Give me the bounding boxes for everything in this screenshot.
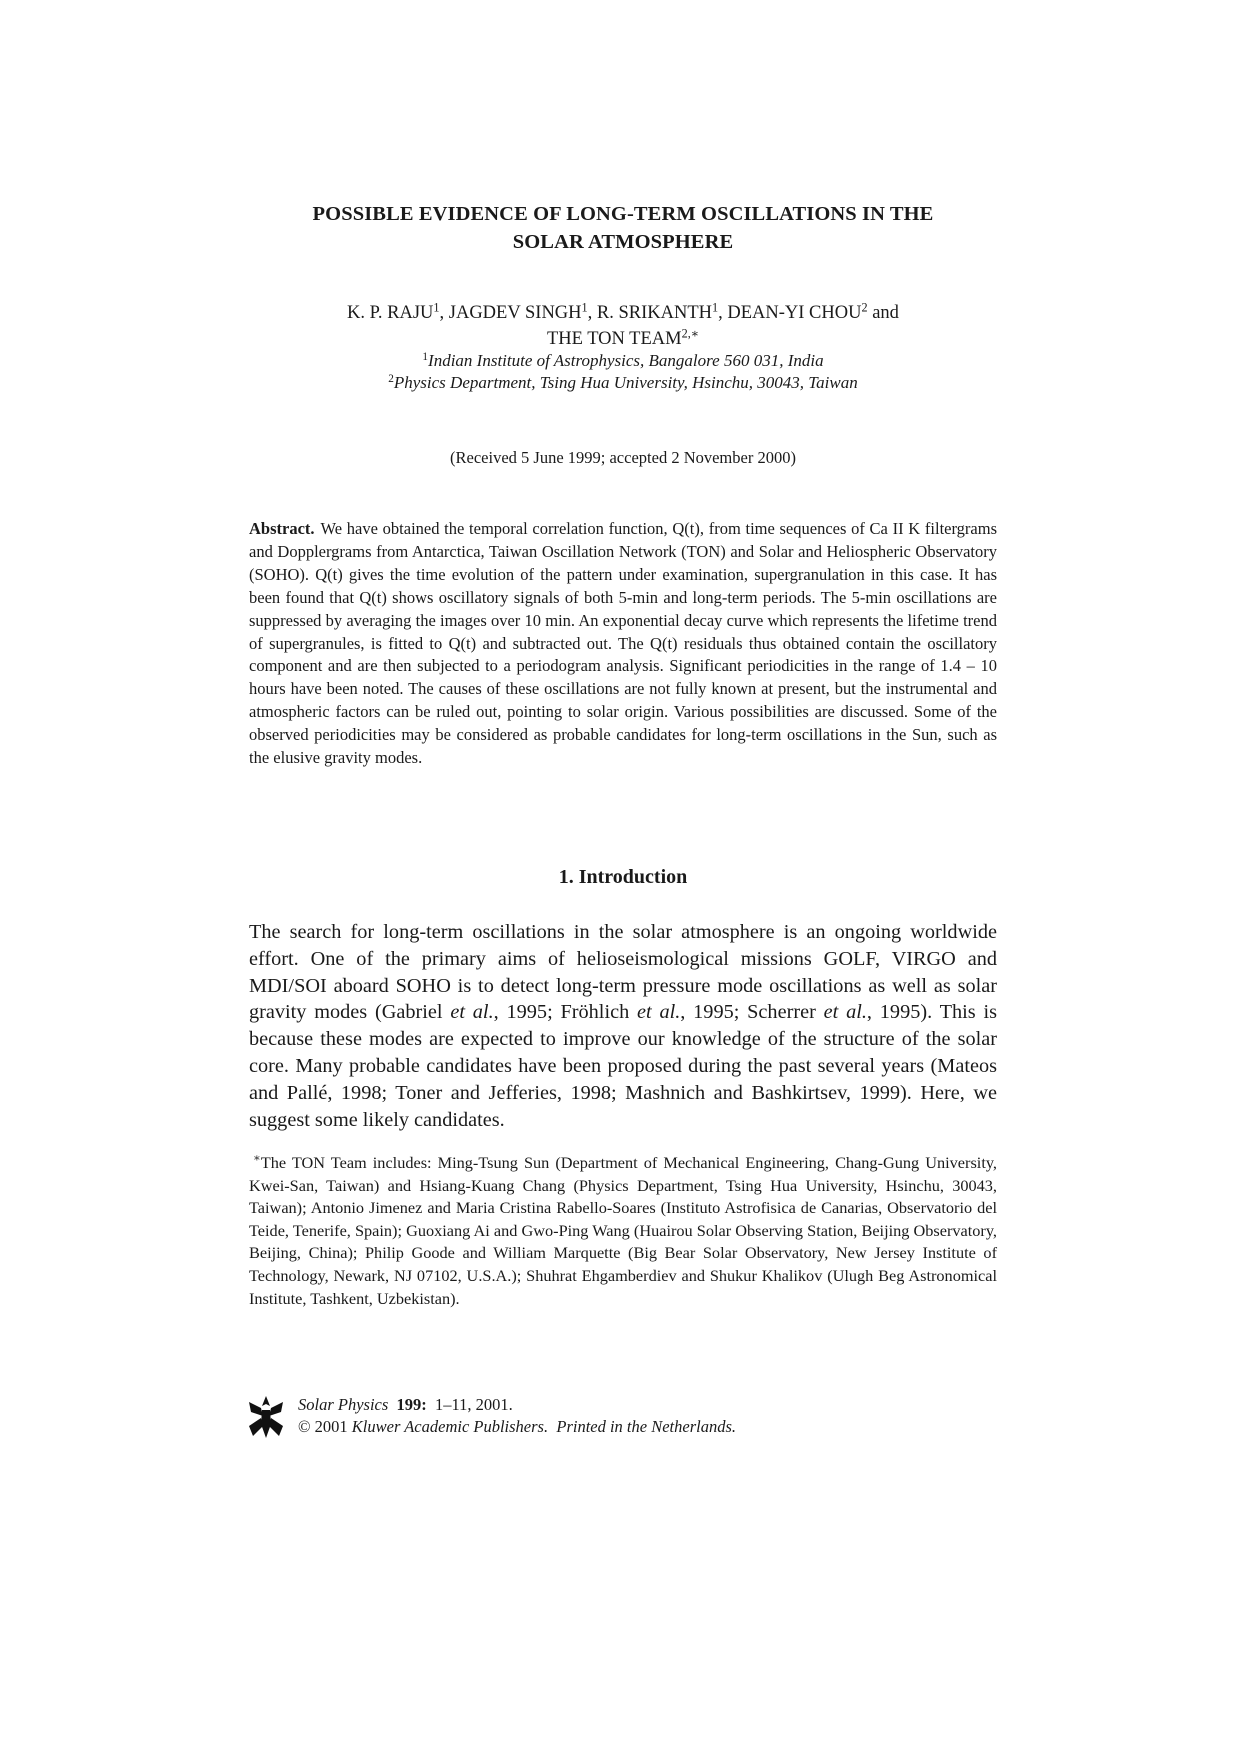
section-heading: 1. Introduction [558, 866, 688, 888]
footnote-mark: ∗ [253, 1152, 261, 1165]
intro-paragraph [249, 919, 997, 1133]
author-name: , JAGDEV SINGH [439, 303, 582, 323]
affiliation-text: Indian Institute of Astrophysics, Bangalore 560 031, India [428, 351, 824, 370]
title-line-1: POSSIBLE EVIDENCE OF LONG-TERM OSCILLATIONS IN THE [312, 203, 934, 225]
journal-citation [298, 1394, 736, 1416]
author-name: , DEAN-YI CHOU [718, 303, 862, 323]
author-affil-sup: 2 [861, 300, 868, 315]
paper-title [249, 200, 997, 256]
intro-etal: et al. [637, 1001, 681, 1024]
abstract-label: Abstract. [249, 519, 315, 538]
affiliation-1 [249, 350, 997, 372]
affiliation-sup: 1 [422, 350, 429, 363]
intro-text: The search for long-term oscillations in the solar atmosphere is an ongoing worldwide effort. One of the primary aims of helioseismological missions GOLF, VIRGO and MDI/SOI aboard SOHO is to detect long-term pressure mode oscillations as well as solar gravity modes (Gabriel [249, 921, 997, 1024]
title-line-2: SOLAR ATMOSPHERE [512, 231, 734, 253]
intro-text: , 1995). This is because these modes are expected to improve our knowledge of the structure of the solar core. Many probable candidates have been proposed during the past several years (Mateos and Pallé, 1998; Toner and Jefferies, 1998; Mashnich and Bashkirtsev, 1999). Here, we suggest some likely candidates. [249, 1001, 997, 1131]
publisher-logo-icon [249, 1396, 283, 1438]
author-name: , R. SRIKANTH [587, 303, 713, 323]
intro-etal: et al. [823, 1001, 867, 1024]
journal-copyright-line [298, 1416, 736, 1438]
footnote-text: The TON Team includes: Ming-Tsung Sun (Department of Mechanical Engineering, Chang-Gung University, Kwei-San, Taiwan) and Hsiang-Kuang Chang (Physics Department, Tsing Hua University, Hsinchu, 30043, Taiwan); Antonio Jimenez and Maria Cristina Rabello-Soares (Instituto Astrofisica de Canarias, Observatorio del Teide, Tenerife, Spain); Guoxiang Ai and Gwo-Ping Wang (Huairou Solar Observing Station, Beijing Observatory, Beijing, China); Philip Goode and William Marquette (Big Bear Solar Observatory, New Jersey Institute of Technology, Newark, NJ 07102, U.S.A.); Shuhrat Ehgamberdiev and Shukur Khalikov (Ulugh Beg Astronomical Institute, Tashkent, Uzbekistan). [249, 1153, 997, 1308]
affiliation-sup: 2 [388, 372, 394, 385]
footnote [249, 1152, 997, 1310]
author-conjunction: and [867, 303, 899, 323]
intro-etal: et al. [450, 1001, 494, 1024]
publisher: Kluwer Academic Publishers. [351, 1417, 549, 1436]
copyright: © 2001 [298, 1417, 348, 1436]
affiliation-text: Physics Department, Tsing Hua University, Hsinchu, 30043, Taiwan [393, 373, 858, 392]
author-name: K. P. RAJU [347, 303, 434, 323]
intro-text: , 1995; Fröhlich [493, 1001, 638, 1024]
abstract-text: We have obtained the temporal correlation function, Q(t), from time sequences of Ca II K filtergrams and Dopplergrams from Antarctica, Taiwan Oscillation Network (TON) and Solar and Heliospheric Observatory (SOHO). Q(t) gives the time evolution of the pattern under examination, supergranulation in this case. It has been found that Q(t) shows oscillatory signals of both 5-min and long-term periods. The 5-min oscillations are suppressed by averaging the images over 10 min. An exponential decay curve which represents the lifetime trend of supergranules, is fitted to Q(t) and subtracted out. The Q(t) residuals thus obtained contain the oscillatory component and are then subjected to a periodogram analysis. Significant periodicities in the range of 1.4 – 10 hours have been noted. The causes of these oscillations are not fully known at present, but the instrumental and atmospheric factors can be ruled out, pointing to solar origin. Various possibilities are discussed. Some of the observed periodicities may be considered as probable candidates for long-term oscillations in the Sun, such as the elusive gravity modes. [249, 519, 997, 768]
journal-info [249, 1394, 997, 1440]
intro-text: , 1995; Scherrer [680, 1001, 824, 1024]
abstract [249, 518, 997, 770]
affiliation-2 [249, 372, 997, 394]
author-affil-sup: 1 [712, 300, 719, 315]
author-name: THE TON TEAM [546, 329, 682, 349]
printed-in: Printed in the Netherlands. [556, 1417, 737, 1436]
author-line-2 [249, 326, 997, 352]
author-affil-sup: 1 [433, 300, 440, 315]
journal-volume: 199: [396, 1395, 427, 1414]
author-affil-sup: 2,∗ [681, 326, 700, 341]
journal-pages: 1–11, 2001. [435, 1395, 513, 1414]
journal-name: Solar Physics [298, 1395, 389, 1414]
received-dates: (Received 5 June 1999; accepted 2 November 2000) [450, 448, 796, 467]
author-line-1 [249, 300, 997, 326]
author-list [249, 300, 997, 352]
journal-text [298, 1394, 736, 1438]
author-affil-sup: 1 [581, 300, 588, 315]
